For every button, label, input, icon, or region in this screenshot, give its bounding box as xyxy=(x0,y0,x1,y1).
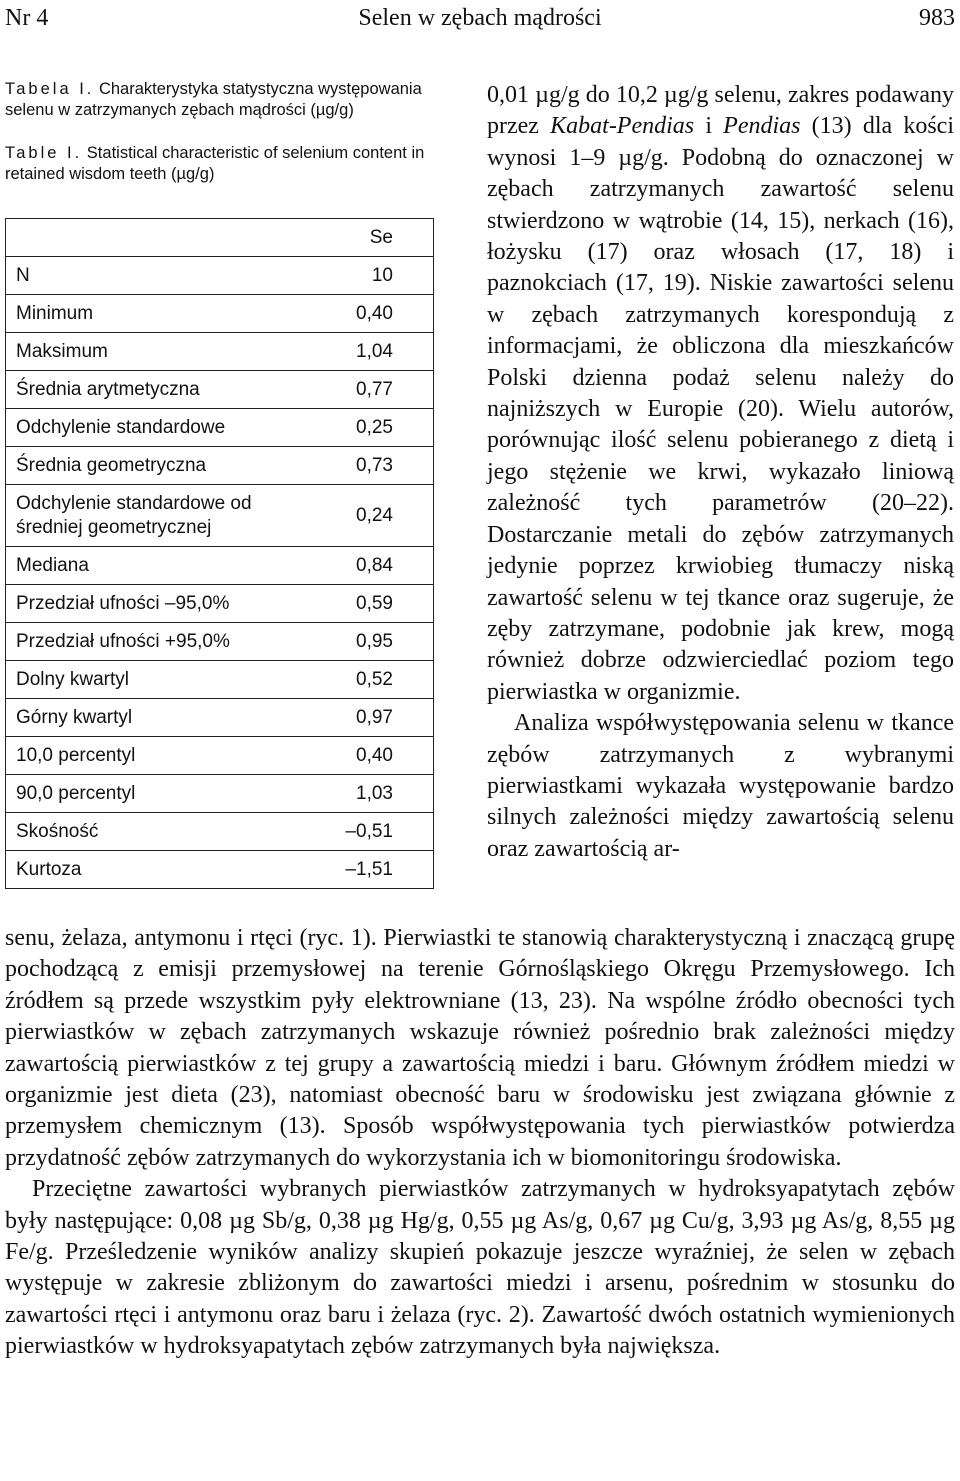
author-citation: Pendias xyxy=(723,113,801,140)
row-label: Mediana xyxy=(6,547,324,585)
row-value: 0,95 xyxy=(323,623,434,661)
row-value: 0,25 xyxy=(323,409,434,447)
row-value: 0,77 xyxy=(323,371,434,409)
paragraph-text: i xyxy=(694,113,724,140)
row-label: Średnia geometryczna xyxy=(6,447,324,485)
paragraph-text: 0,01 µg/g do 10,2 µg/g selenu, zakres podawany przez xyxy=(487,82,954,140)
table-caption-en xyxy=(5,143,435,185)
row-value: 0,97 xyxy=(323,699,434,737)
table-caption-pl-text: Charakterystyka statystyczna występowania selenu w zatrzymanych zębach mądrości (µg/g) xyxy=(5,80,422,119)
row-label: Minimum xyxy=(6,295,324,333)
row-value: 0,40 xyxy=(323,737,434,775)
table-row xyxy=(6,547,434,585)
row-label: Odchylenie standardowe xyxy=(6,409,324,447)
row-label: Przedział ufności –95,0% xyxy=(6,585,324,623)
table-row xyxy=(6,333,434,371)
table-row xyxy=(6,447,434,485)
table-row xyxy=(6,737,434,775)
row-label: N xyxy=(6,257,324,295)
row-label: 10,0 percentyl xyxy=(6,737,324,775)
row-label: Odchylenie standardowe od średniej geometrycznej xyxy=(6,485,324,547)
table-row xyxy=(6,585,434,623)
row-value: 1,03 xyxy=(323,775,434,813)
paragraph-text: (13) dla kości wynosi 1–9 µg/g. Podobną do oznaczonej w zębach zatrzymanych zawartość selenu stwierdzono w wątrobie (14, 15), nerkach (16), łożysku (17) oraz włosach (17, 18) i paznokciach (17, 19). Niskie zawartości selenu w zębach zatrzymanych korespondują z informacjami, że obliczona dla mieszkańców Polski dzienna podaż selenu należy do najniższych w Europie (20). Wielu autorów, porównując ilość selenu pobieranego z dietą i jego stężenie we krwi, wykazało liniową zależność tych parametrów (20–22). Dostarczanie metali do zębów zatrzymanych jedynie poprzez krwiobieg tłumaczy niską zawartość selenu w tej tkance oraz sugeruje, że zęby zatrzymane, podobnie jak krew, mogą również dobrze odzwierciedlać poziom tego pierwiastka w organizmie. xyxy=(487,113,955,705)
running-title: Selen w zębach mądrości xyxy=(358,5,602,31)
row-label: Dolny kwartyl xyxy=(6,661,324,699)
row-value: –1,51 xyxy=(323,851,434,889)
table-row xyxy=(6,699,434,737)
table-label-en: Table I. xyxy=(5,144,83,162)
row-value: 10 xyxy=(323,257,434,295)
table-caption-pl xyxy=(5,79,435,121)
row-value: 0,40 xyxy=(323,295,434,333)
table-row xyxy=(6,409,434,447)
table-row xyxy=(6,257,434,295)
table-row xyxy=(6,295,434,333)
table-row xyxy=(6,851,434,889)
right-column-text xyxy=(487,80,954,865)
page-number: 983 xyxy=(919,5,955,31)
row-value: 0,24 xyxy=(323,485,434,547)
row-label: Kurtoza xyxy=(6,851,324,889)
row-label: Przedział ufności +95,0% xyxy=(6,623,324,661)
table-caption-en-text: Statistical characteristic of selenium content in retained wisdom teeth (µg/g) xyxy=(5,144,425,183)
row-label: Skośność xyxy=(6,813,324,851)
row-value: 1,04 xyxy=(323,333,434,371)
row-value: 0,84 xyxy=(323,547,434,585)
table-row xyxy=(6,775,434,813)
journal-issue: Nr 4 xyxy=(5,5,49,31)
row-label: Średnia arytmetyczna xyxy=(6,371,324,409)
paragraph-cooccurrence-end: senu, żelaza, antymonu i rtęci (ryc. 1). Pierwiastki te stanowią charakterystyczną i znaczącą grupę pochodzącą z emisji przemysłowej na terenie Górnośląskiego Okręgu Przemysłowego. Ich źródłem są przede wszystkim pyły elektrowniane (13, 23). Na wspólne źródło obecności tych pierwiastków w zębach zatrzymanych wskazuje również pośrednio brak zależności między zawartością pierwiastków z tej grupy a zawartością miedzi i baru. Głównym źródłem miedzi w organizmie jest dieta (23), natomiast obecność baru w środowisku jest związana głównie z przemysłem chemicznym (13). Sposób współwystępowania tych pierwiastków potwierdza przydatność zębów zatrzymanych do wykorzystania ich w biomonitoringu środowiska. xyxy=(5,925,955,1171)
page-header xyxy=(5,2,955,34)
table-label-pl: Tabela I. xyxy=(5,80,95,98)
row-value: 0,59 xyxy=(323,585,434,623)
row-value: 0,73 xyxy=(323,447,434,485)
row-label: Górny kwartyl xyxy=(6,699,324,737)
table-row xyxy=(6,371,434,409)
table-row xyxy=(6,623,434,661)
table-header-row xyxy=(6,219,434,257)
author-citation: Kabat-Pendias xyxy=(550,113,695,140)
table-row xyxy=(6,485,434,547)
paragraph-selenium-levels xyxy=(487,80,954,708)
table-row xyxy=(6,661,434,699)
row-value: 0,52 xyxy=(323,661,434,699)
full-width-text xyxy=(5,923,955,1363)
row-label: Maksimum xyxy=(6,333,324,371)
selenium-statistics-table xyxy=(5,218,434,889)
column-header-se: Se xyxy=(369,226,393,248)
row-label: 90,0 percentyl xyxy=(6,775,324,813)
row-value: –0,51 xyxy=(323,813,434,851)
paragraph-cooccurrence-start: Analiza współwystępowania selenu w tkance zębów zatrzymanych z wybranymi pierwiastkami wykazała występowanie bardzo silnych zależności między zawartością selenu oraz zawartością ar- xyxy=(487,710,954,862)
paragraph-average-contents: Przeciętne zawartości wybranych pierwiastków zatrzymanych w hydroksyapatytach zębów były następujące: 0,08 µg Sb/g, 0,38 µg Hg/g, 0,55 µg As/g, 0,67 µg Cu/g, 3,93 µg As/g, 8,55 µg Fe/g. Prześledzenie wyników analizy skupień pokazuje jeszcze wyraźniej, że selen w zębach występuje w zakresie zbliżonym do zawartości miedzi i arsenu, pośrednim w stosunku do zawartości rtęci i antymonu oraz baru i żelaza (ryc. 2). Zawartość dwóch ostatnich wymienionych pierwiastków w hydroksyapatytach zębów zatrzymanych była największa. xyxy=(5,1176,955,1360)
table-row xyxy=(6,813,434,851)
